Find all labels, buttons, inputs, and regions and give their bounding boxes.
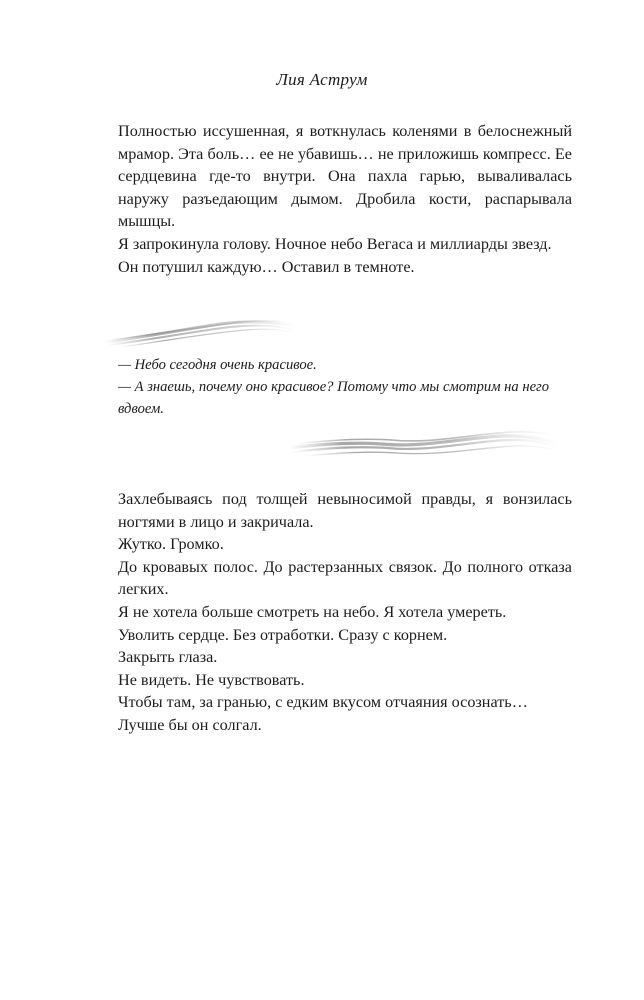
paragraph: До кровавых полос. До растерзанных связок. До полного отказа легких. xyxy=(118,557,572,599)
paragraph: Захлебываясь под толщей невыносимой правды, я вонзилась ногтями в лицо и закричала. xyxy=(118,490,572,531)
paragraph: Лучше бы он солгал. xyxy=(118,715,262,734)
paragraph: Он потушил каждую… Оставил в темноте. xyxy=(118,257,415,276)
text-block-2 xyxy=(118,488,572,737)
dialogue-line: — А знаешь, почему оно красивое? Потому что мы смотрим на него вдвоем. xyxy=(118,379,550,417)
brush-stroke-ornament-left xyxy=(100,312,300,354)
dialogue-block xyxy=(118,354,572,420)
paragraph: Жутко. Громко. xyxy=(118,535,224,554)
text-block-1 xyxy=(118,120,572,278)
paragraph: Закрыть глаза. xyxy=(118,648,218,667)
paragraph: Я не хотела больше смотреть на небо. Я хотела умереть. xyxy=(118,602,507,621)
paragraph: Уволить сердце. Без отработки. Сразу с корнем. xyxy=(118,625,448,644)
paragraph: Не видеть. Не чувствовать. xyxy=(118,670,305,689)
dialogue-line: — Небо сегодня очень красивое. xyxy=(118,357,317,373)
paragraph: Чтобы там, за гранью, с едким вкусом отчаяния осознать… xyxy=(118,693,528,712)
running-header: Лия Аструм xyxy=(276,70,368,89)
paragraph: Полностью иссушенная, я воткнулась коленями в белоснежный мрамор. Эта боль… ее не убавишь… не приложишь компресс. Ее сердцевина где-то внутри. Она пахла гарью, вываливалась наружу разъедающим дымом. Дробила кости, распарывала мышцы. xyxy=(118,122,572,231)
brush-stroke-ornament-right xyxy=(282,418,564,470)
paragraph: Я запрокинула голову. Ночное небо Вегаса и миллиарды звезд. xyxy=(118,234,552,253)
